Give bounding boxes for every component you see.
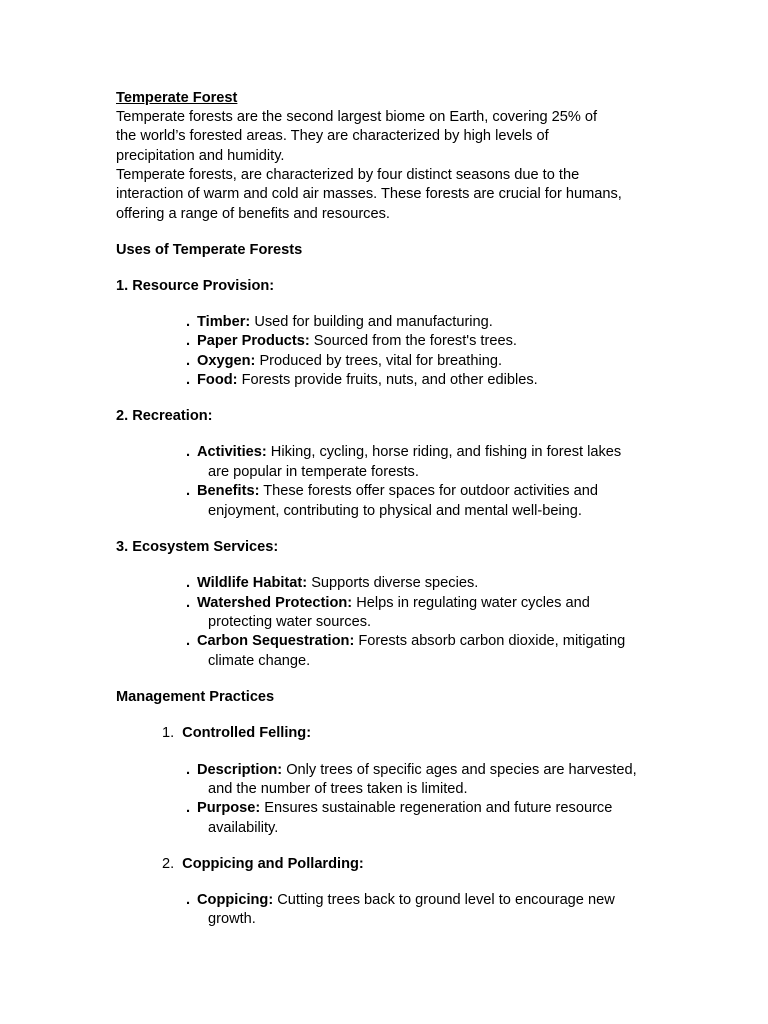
bullet-continuation: climate change. [208, 653, 311, 669]
bullet-term: Wildlife Habitat: [197, 575, 308, 591]
bullet-term: Timber: [197, 314, 251, 330]
intro-line: precipitation and humidity. [116, 148, 285, 164]
bullet-icon: . [186, 575, 191, 591]
practice-heading-coppicing-pollarding [162, 855, 364, 874]
bullet-continuation: are popular in temperate forests. [208, 464, 419, 480]
bullet-text: Ensures sustainable regeneration and future resource [260, 800, 613, 816]
bullet-continuation: availability. [208, 820, 279, 836]
section-heading-resource-provision: 1. Resource Provision: [116, 278, 275, 294]
bullet-term: Activities: [197, 444, 267, 460]
intro-line: offering a range of benefits and resources. [116, 206, 390, 222]
bullet-text: Sourced from the forest's trees. [309, 333, 517, 349]
bullet-term: Food: [197, 372, 238, 388]
bullet-item [186, 799, 612, 818]
bullet-text: Supports diverse species. [307, 575, 479, 591]
page-title: Temperate Forest [116, 90, 238, 106]
bullet-text: Cutting trees back to ground level to encourage new [273, 892, 615, 908]
bullet-term: Benefits: [197, 483, 260, 499]
bullet-item [186, 761, 637, 780]
bullet-item [186, 313, 493, 332]
bullet-item [186, 594, 590, 613]
bullet-item [186, 332, 517, 351]
intro-line: interaction of warm and cold air masses. These forests are crucial for humans, [116, 186, 622, 202]
bullet-item [186, 371, 538, 390]
bullet-continuation: protecting water sources. [208, 614, 372, 630]
practice-title: Controlled Felling: [182, 725, 312, 741]
uses-heading: Uses of Temperate Forests [116, 242, 303, 258]
bullet-continuation: growth. [208, 911, 256, 927]
management-heading: Management Practices [116, 689, 275, 705]
bullet-icon: . [186, 892, 191, 908]
bullet-text: Forests provide fruits, nuts, and other edibles. [237, 372, 538, 388]
bullet-term: Oxygen: [197, 353, 256, 369]
bullet-term: Watershed Protection: [197, 595, 353, 611]
practice-number: 1. [162, 725, 175, 741]
bullet-item [186, 482, 598, 501]
bullet-term: Carbon Sequestration: [197, 633, 355, 649]
bullet-icon: . [186, 314, 191, 330]
intro-line: the world’s forested areas. They are characterized by high levels of [116, 128, 549, 144]
bullet-continuation: enjoyment, contributing to physical and mental well-being. [208, 503, 582, 519]
intro-line: Temperate forests, are characterized by four distinct seasons due to the [116, 167, 580, 183]
practice-title: Coppicing and Pollarding: [182, 856, 364, 872]
bullet-term: Paper Products: [197, 333, 310, 349]
bullet-text: Produced by trees, vital for breathing. [255, 353, 502, 369]
section-heading-ecosystem-services: 3. Ecosystem Services: [116, 539, 279, 555]
bullet-icon: . [186, 483, 191, 499]
bullet-icon: . [186, 595, 191, 611]
bullet-item [186, 352, 502, 371]
bullet-term: Description: [197, 762, 283, 778]
bullet-continuation: and the number of trees taken is limited. [208, 781, 468, 797]
bullet-icon: . [186, 444, 191, 460]
bullet-text: Used for building and manufacturing. [250, 314, 493, 330]
bullet-icon: . [186, 372, 191, 388]
bullet-text: Helps in regulating water cycles and [352, 595, 590, 611]
bullet-icon: . [186, 333, 191, 349]
practice-number: 2. [162, 856, 175, 872]
bullet-item [186, 891, 615, 910]
bullet-text: Forests absorb carbon dioxide, mitigating [354, 633, 626, 649]
bullet-icon: . [186, 800, 191, 816]
bullet-term: Coppicing: [197, 892, 274, 908]
practice-heading-controlled-felling [162, 724, 311, 743]
bullet-text: Hiking, cycling, horse riding, and fishing in forest lakes [266, 444, 622, 460]
bullet-item [186, 632, 625, 651]
bullet-icon: . [186, 353, 191, 369]
bullet-icon: . [186, 762, 191, 778]
section-heading-recreation: 2. Recreation: [116, 408, 213, 424]
bullet-text: Only trees of specific ages and species are harvested, [282, 762, 637, 778]
bullet-item [186, 574, 478, 593]
bullet-item [186, 443, 621, 462]
intro-line: Temperate forests are the second largest biome on Earth, covering 25% of [116, 109, 598, 125]
bullet-text: These forests offer spaces for outdoor activities and [259, 483, 598, 499]
bullet-icon: . [186, 633, 191, 649]
bullet-term: Purpose: [197, 800, 261, 816]
